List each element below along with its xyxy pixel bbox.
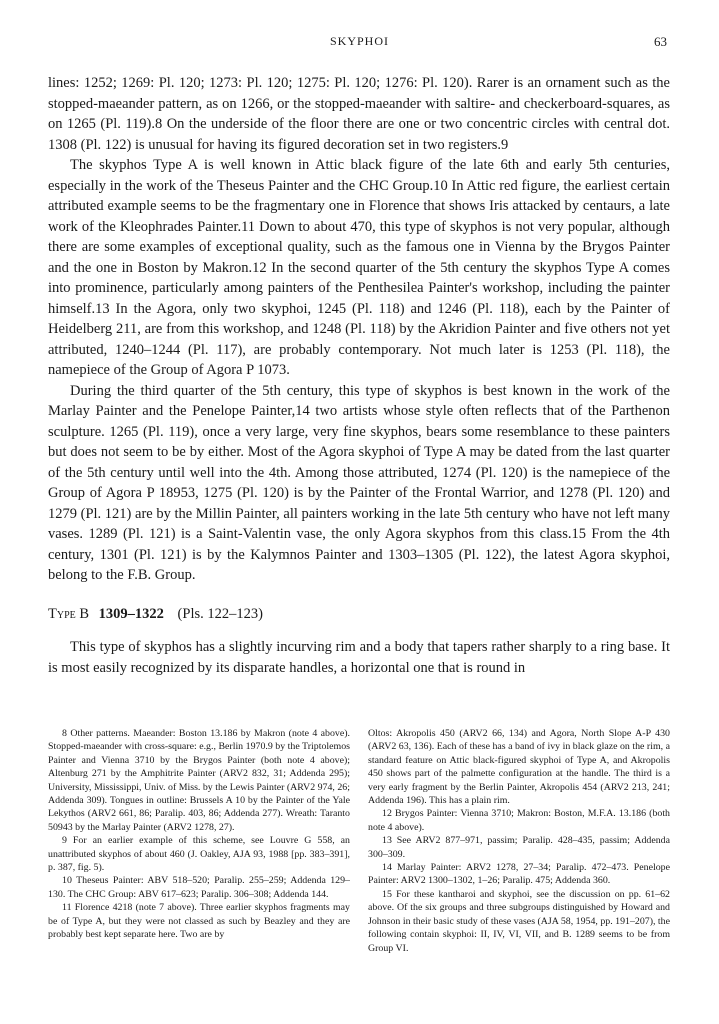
footnote-11: 11 Florence 4218 (note 7 above). Three earlier skyphos fragments may be of Type A, but they were not classed as such by Beazley and they are probably best kept separate here. Two are by <box>48 902 350 941</box>
footnote-15: 15 For these kantharoi and skyphoi, see the discussion on pp. 61–62 above. Of the six groups and three subgroups distinguished by Howard and Johnson in their basic study of these vases (AJA 58, 1954, pp. 191–207), the following contain skyphoi: II, IV, VI, VII, and B. 1289 seems to be from Group VI. <box>368 888 670 954</box>
footnotes-left-column <box>48 727 350 955</box>
footnote-13: 13 See ARV2 877–971, passim; Paralip. 428–435, passim; Addenda 300–309. <box>368 835 670 860</box>
footnotes <box>48 727 670 955</box>
section-plates: (Pls. 122–123) <box>177 606 263 622</box>
section-paragraph: This type of skyphos has a slightly incurving rim and a body that tapers rather sharply to a ring base. It is most easily recognized by its disparate handles, a horizontal one that is round in <box>48 639 670 676</box>
section-heading-type-b <box>48 606 670 623</box>
section-type-label: Type B <box>48 606 90 622</box>
section-range: 1309–1322 <box>98 606 164 622</box>
running-head: SKYPHOI <box>329 34 389 48</box>
footnote-9: 9 For an earlier example of this scheme, see Louvre G 558, an unattributed skyphos of about 460 (J. Oakley, AJA 93, 1988 [pp. 383–391], p. 387, fig. 5). <box>48 835 350 874</box>
footnote-10: 10 Theseus Painter: ABV 518–520; Paralip. 255–259; Addenda 129–130. The CHC Group: ABV 617–623; Paralip. 306–308; Addenda 144. <box>48 875 350 900</box>
footnotes-right-column <box>368 727 670 955</box>
main-text <box>48 73 670 586</box>
footnote-14: 14 Marlay Painter: ARV2 1278, 27–34; Paralip. 472–473. Penelope Painter: ARV2 1300–1302, 1–26; Paralip. 475; Addenda 360. <box>368 862 670 887</box>
footnote-12: 12 Brygos Painter: Vienna 3710; Makron: Boston, M.F.A. 13.186 (both note 4 above). <box>368 808 670 833</box>
page-number: 63 <box>654 34 667 49</box>
paragraph-2: The skyphos Type A is well known in Attic black figure of the late 6th and early 5th centuries, especially in the work of the Theseus Painter and the CHC Group.10 In Attic red figure, the earliest certain attributed example seems to be the fragmentary one in Florence that shows Iris attacked by centaurs, a late work of the Kleophrades Painter.11 Down to about 470, this type of skyphos is not very popular, although there are some examples of exceptional quality, such as the famous one in Vienna by the Brygos Painter and the one in Boston by Makron.12 In the second quarter of the 5th century the skyphos Type A comes into prominence, particularly among painters of the Penthesilea Painter's workshop, including the painter himself.13 In the Agora, only two skyphoi, 1245 (Pl. 118) and 1246 (Pl. 118), each by the Painter of Heidelberg 211, are from this workshop, and 1248 (Pl. 118) by the Akridion Painter and five others not yet attributed, 1240–1244 (Pl. 117), are probably contemporary. Not much later is 1253 (Pl. 118), the namepiece of the Group of Agora P 1073. <box>48 157 670 378</box>
paragraph-1: lines: 1252; 1269: Pl. 120; 1273: Pl. 120; 1275: Pl. 120; 1276: Pl. 120). Rarer is an ornament such as the stopped-maeander pattern, as on 1266, or the stopped-maeander with saltire- and checkerboard-squares, as on 1265 (Pl. 119).8 On the underside of the floor there are one or two concentric circles with central dot. 1308 (Pl. 122) is unusual for having its figured decoration set in two registers.9 <box>48 75 670 153</box>
page-header <box>52 34 667 54</box>
footnote-11-continued: Oltos: Akropolis 450 (ARV2 66, 134) and Agora, North Slope A-P 430 (ARV2 63, 136). Each of these has a band of ivy in black glaze on the rim, a standard feature on Attic black-figured skyphoi of Type A, and Akropolis 450 shows part of the palmette configuration at the handle. The third is a very early fragment by the Berlin Painter, Akropolis 454 (ARV2 213, 241; Addenda 196). This has a plain rim. <box>368 728 670 807</box>
footnote-8: 8 Other patterns. Maeander: Boston 13.186 by Makron (note 4 above). Stopped-maeander with cross-square: e.g., Berlin 1970.9 by the Triptolemos Painter and Vienna 3710 by the Brygos Painter (both note 4 above); Altenburg 271 by the Amphitrite Painter (ARV2 832, 31; Addenda 295); University, Mississippi, Univ. of Miss. by the Lewis Painter (ARV2 974, 26; Addenda 309). Tongues in outline: Brussels A 10 by the Painter of the Yale Lekythos (ARV2 661, 86; Paralip. 403, 86; Addenda 277). Wreath: Taranto 50943 by the Marlay Painter (ARV2 1278, 27). <box>48 728 350 833</box>
paragraph-3: During the third quarter of the 5th century, this type of skyphos is best known in the work of the Marlay Painter and the Penelope Painter,14 two artists whose style often reflects that of the Parthenon sculpture. 1265 (Pl. 119), once a very large, very fine skyphos, bears some resemblance to these painters but does not seem to be by either. Most of the Agora skyphoi of Type A may be dated from the last quarter of the 5th century until well into the 4th. Among those attributed, 1274 (Pl. 120) is the namepiece of the Group of Agora P 18953, 1275 (Pl. 120) is by the Painter of the Frontal Warrior, and 1278 (Pl. 120) and 1279 (Pl. 121) are by the Millin Painter, all painters working in the late 5th century who have not left many vases. 1289 (Pl. 121) is a Saint-Valentin vase, the only Agora skyphos from this class.15 From the 4th century, 1301 (Pl. 121) is by the Kalymnos Painter and 1303–1305 (Pl. 122), the latest Agora skyphoi, belong to the F.B. Group. <box>48 382 670 583</box>
